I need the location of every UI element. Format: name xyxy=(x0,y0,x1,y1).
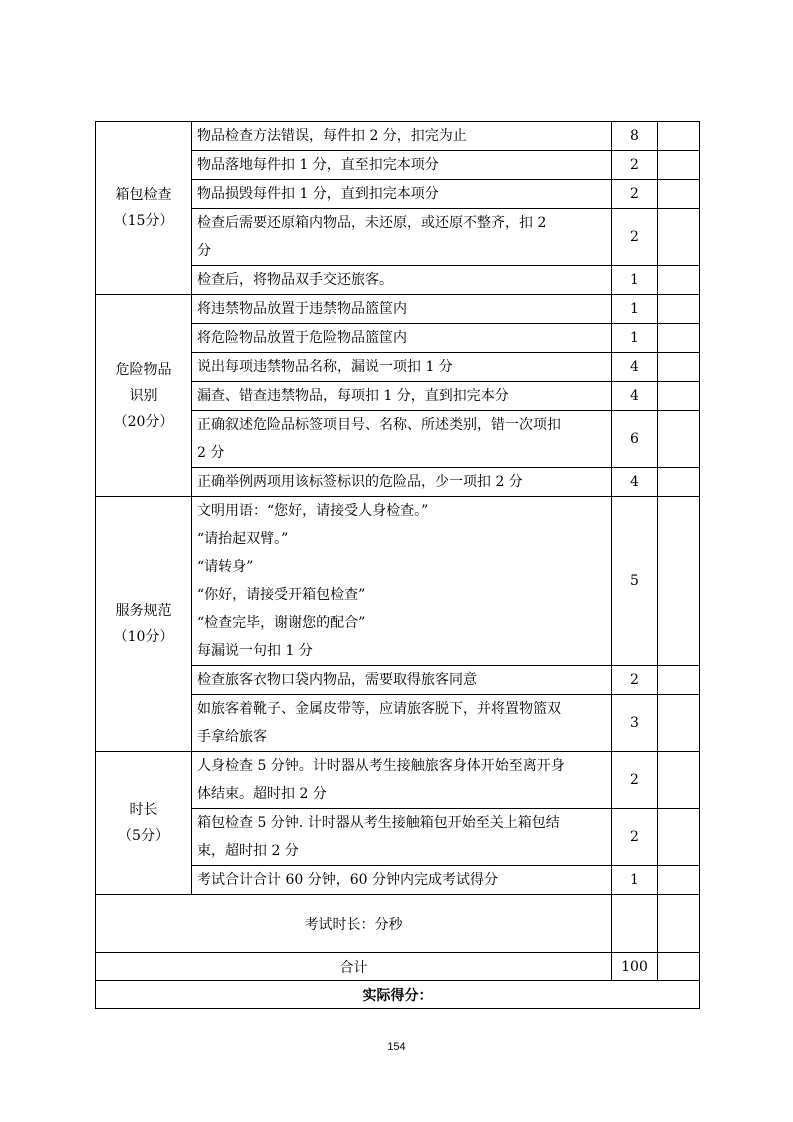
category-label: 识别 xyxy=(129,387,158,404)
criterion-text: “请转身” xyxy=(197,559,254,575)
score-cell xyxy=(658,809,700,866)
criterion-cell xyxy=(192,468,612,497)
table-row xyxy=(96,752,700,809)
score-cell xyxy=(658,324,700,353)
score-cell xyxy=(658,122,700,151)
score-cell xyxy=(658,468,700,497)
criterion-text: “请抬起双臂。” xyxy=(197,531,289,547)
criterion-cell xyxy=(192,809,612,866)
exam-time-score xyxy=(658,895,700,953)
points-cell: 1 xyxy=(612,866,658,895)
score-cell xyxy=(658,497,700,666)
criterion-text: 将危险物品放置于危险物品篮筐内 xyxy=(197,330,407,346)
criterion-cell xyxy=(192,866,612,895)
score-cell xyxy=(658,295,700,324)
criterion-text: 体结束。超时扣 2 分 xyxy=(197,786,327,802)
criterion-text: 每漏说一句扣 1 分 xyxy=(197,643,313,659)
category-cell xyxy=(96,752,192,895)
score-cell xyxy=(658,382,700,411)
category-cell xyxy=(96,497,192,752)
score-cell xyxy=(658,209,700,266)
scoring-table xyxy=(95,121,700,1009)
criterion-text: 2 分 xyxy=(197,445,225,461)
criterion-text: 检查后，将物品双手交还旅客。 xyxy=(197,272,393,288)
exam-time-points xyxy=(612,895,658,953)
score-cell xyxy=(658,752,700,809)
criterion-text: 正确举例两项用该标签标识的危险品，少一项扣 2 分 xyxy=(197,474,523,490)
points-cell: 2 xyxy=(612,180,658,209)
category-cell xyxy=(96,295,192,497)
criterion-text: 文明用语：“您好，请接受人身检查。” xyxy=(197,503,429,519)
total-points: 100 xyxy=(612,953,658,981)
exam-time-row xyxy=(96,895,700,953)
criterion-cell xyxy=(192,122,612,151)
criterion-text: 漏查、错查违禁物品，每项扣 1 分，直到扣完本分 xyxy=(197,388,509,404)
points-cell: 2 xyxy=(612,666,658,695)
actual-score-label: 实际得分： xyxy=(96,981,700,1009)
category-label: 服务规范 xyxy=(115,603,172,619)
criterion-cell xyxy=(192,752,612,809)
criterion-text: 如旅客着靴子、金属皮带等，应请旅客脱下，并将置物篮双 xyxy=(197,701,561,717)
criterion-text: 正确叙述危险品标签项目号、名称、所述类别，错一次项扣 xyxy=(197,417,561,433)
points-cell: 1 xyxy=(612,266,658,295)
table-row xyxy=(96,497,700,666)
points-cell: 2 xyxy=(612,151,658,180)
actual-score-row xyxy=(96,981,700,1009)
points-cell: 6 xyxy=(612,411,658,468)
points-cell: 1 xyxy=(612,295,658,324)
criterion-cell xyxy=(192,324,612,353)
category-label: （10分） xyxy=(113,629,174,645)
criterion-text: 人身检查 5 分钟。计时器从考生接触旅客身体开始至离开身 xyxy=(197,758,565,774)
category-label: （5分） xyxy=(118,828,169,844)
score-cell xyxy=(658,695,700,752)
points-cell: 4 xyxy=(612,382,658,411)
criterion-text: 检查旅客衣物口袋内物品，需要取得旅客同意 xyxy=(197,672,477,688)
criterion-text: “你好，请接受开箱包检查” xyxy=(197,587,366,603)
criterion-cell xyxy=(192,666,612,695)
criterion-text: “检查完毕，谢谢您的配合” xyxy=(197,615,366,631)
criterion-cell xyxy=(192,151,612,180)
criterion-cell xyxy=(192,411,612,468)
score-cell xyxy=(658,666,700,695)
category-label: 危险物品 xyxy=(115,361,172,378)
criterion-text: 将违禁物品放置于违禁物品篮筐内 xyxy=(197,301,407,317)
criterion-text: 分 xyxy=(197,243,211,259)
points-cell: 1 xyxy=(612,324,658,353)
criterion-text: 说出每项违禁物品名称，漏说一项扣 1 分 xyxy=(197,359,453,375)
points-cell: 5 xyxy=(612,497,658,666)
table-row xyxy=(96,122,700,151)
table-row xyxy=(96,295,700,324)
category-label: （20分） xyxy=(113,413,174,430)
points-cell: 2 xyxy=(612,809,658,866)
criterion-cell xyxy=(192,497,612,666)
total-row xyxy=(96,953,700,981)
score-cell xyxy=(658,411,700,468)
points-cell: 2 xyxy=(612,752,658,809)
score-cell xyxy=(658,151,700,180)
score-cell xyxy=(658,866,700,895)
score-cell xyxy=(658,353,700,382)
scoring-table-body xyxy=(96,122,700,1009)
category-label: （15分） xyxy=(113,213,174,229)
page-number: 154 xyxy=(387,1041,406,1053)
criterion-text: 物品损毁每件扣 1 分，直到扣完本项分 xyxy=(197,186,439,202)
total-label: 合计 xyxy=(96,953,612,981)
criterion-cell xyxy=(192,266,612,295)
category-label: 箱包检查 xyxy=(115,187,172,203)
criterion-text: 考试合计合计 60 分钟，60 分钟内完成考试得分 xyxy=(197,872,498,888)
score-cell xyxy=(658,266,700,295)
total-score xyxy=(658,953,700,981)
criterion-text: 检查后需要还原箱内物品，未还原，或还原不整齐，扣 2 xyxy=(197,215,547,231)
criterion-text: 束，超时扣 2 分 xyxy=(197,843,299,859)
criterion-cell xyxy=(192,382,612,411)
points-cell: 2 xyxy=(612,209,658,266)
category-label: 时长 xyxy=(129,802,158,818)
criterion-cell xyxy=(192,209,612,266)
criterion-cell xyxy=(192,695,612,752)
criterion-text: 物品落地每件扣 1 分，直至扣完本项分 xyxy=(197,157,439,173)
criterion-text: 箱包检查 5 分钟. 计时器从考生接触箱包开始至关上箱包结 xyxy=(197,815,560,831)
exam-time-label: 考试时长：分秒 xyxy=(96,895,612,953)
points-cell: 4 xyxy=(612,353,658,382)
criterion-cell xyxy=(192,180,612,209)
criterion-text: 手拿给旅客 xyxy=(197,729,267,745)
category-cell xyxy=(96,122,192,295)
criterion-cell xyxy=(192,295,612,324)
points-cell: 8 xyxy=(612,122,658,151)
points-cell: 4 xyxy=(612,468,658,497)
criterion-cell xyxy=(192,353,612,382)
score-cell xyxy=(658,180,700,209)
points-cell: 3 xyxy=(612,695,658,752)
criterion-text: 物品检查方法错误，每件扣 2 分，扣完为止 xyxy=(197,128,467,144)
